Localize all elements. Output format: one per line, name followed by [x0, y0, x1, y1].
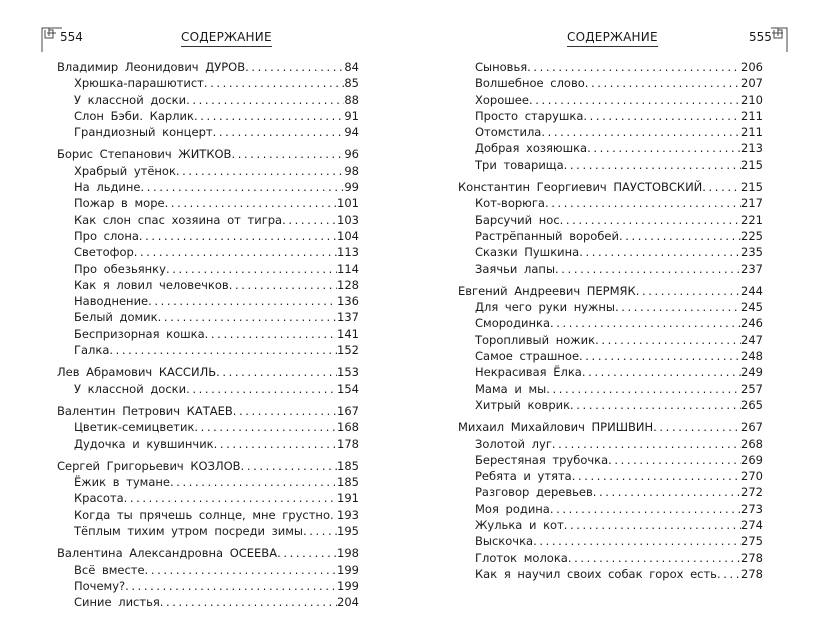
work-title: Берестяная трубочка — [475, 452, 609, 467]
page-ref: 199 — [337, 578, 359, 593]
dot-leader — [214, 436, 337, 452]
author-name: Валентин Петрович КАТАЕВ — [57, 403, 233, 418]
page-ref: 128 — [337, 277, 359, 292]
page-ref: 185 — [337, 475, 359, 490]
work-title: Добрая хозяюшка — [475, 141, 588, 156]
page-ref: 235 — [741, 245, 763, 260]
toc-entry-work[interactable] — [57, 309, 359, 325]
work-title: Как я научил своих собак горох есть — [475, 566, 717, 581]
dot-leader — [139, 228, 337, 244]
work-title: Просто старушка — [475, 108, 584, 123]
work-title: Про обезьянку — [74, 261, 166, 276]
page-ref: 101 — [337, 196, 359, 211]
toc-entry-work[interactable] — [458, 533, 763, 549]
work-title: Сказки Пушкина — [475, 245, 580, 260]
toc-entry-work[interactable] — [458, 59, 763, 75]
work-title: Дудочка и кувшинчик — [74, 436, 214, 451]
page-ref: 265 — [741, 397, 763, 412]
page-ref: 207 — [741, 76, 763, 91]
toc-entry-work[interactable] — [57, 212, 359, 228]
right-page — [410, 0, 819, 629]
page-ref: 178 — [337, 436, 359, 451]
toc-entry-work[interactable] — [458, 244, 763, 260]
dot-leader — [160, 594, 337, 610]
dot-leader — [552, 436, 741, 452]
work-title: Моя родина — [475, 501, 550, 516]
toc-entry-work[interactable] — [57, 244, 359, 260]
toc-entry-work[interactable] — [57, 578, 359, 594]
page-number: 555 — [749, 30, 772, 44]
toc-section — [57, 545, 359, 610]
toc-entry-work[interactable] — [458, 75, 763, 91]
work-title: Цветик-семицветик — [74, 420, 195, 435]
author-name: Константин Георгиевич ПАУСТОВСКИЙ — [458, 180, 703, 195]
toc-entry-work[interactable] — [458, 315, 763, 331]
work-title: Растрёпанный воробей — [475, 228, 619, 243]
work-title: Беспризорная кошка — [74, 326, 205, 341]
dot-leader — [582, 364, 741, 380]
toc-entry-work[interactable] — [57, 277, 359, 293]
page-ref: 225 — [741, 228, 763, 243]
dot-leader — [170, 474, 337, 490]
dot-leader — [145, 562, 337, 578]
page-ref: 84 — [344, 60, 359, 74]
toc-entry-work[interactable] — [458, 332, 763, 348]
toc-entry-work[interactable] — [57, 474, 359, 490]
page-ref: 210 — [741, 92, 763, 107]
page-ref: 96 — [344, 147, 359, 162]
toc-entry-work[interactable] — [57, 523, 359, 539]
dot-leader — [229, 277, 337, 293]
work-title: Барсучий нос — [475, 212, 560, 227]
dot-leader — [205, 326, 337, 342]
dot-leader — [619, 228, 741, 244]
toc-entry-work[interactable] — [458, 92, 763, 108]
author-name: Владимир Леонидович ДУРОВ — [57, 60, 246, 74]
work-title: Почему? — [74, 578, 126, 593]
work-title: Синие листья — [74, 595, 160, 610]
running-header: СОДЕРЖАНИЕ — [181, 30, 272, 47]
dot-leader — [568, 550, 741, 566]
page-ref: 247 — [741, 332, 763, 347]
toc-entry-work[interactable] — [57, 342, 359, 358]
dot-leader — [541, 124, 741, 140]
page-ref: 215 — [741, 157, 763, 172]
page-ref: 257 — [741, 381, 763, 396]
dot-leader — [186, 381, 337, 397]
dot-leader — [165, 195, 337, 211]
dot-leader — [533, 533, 741, 549]
toc-entry-work[interactable] — [458, 436, 763, 452]
page-ref: 221 — [741, 212, 763, 227]
dot-leader — [564, 157, 741, 173]
toc-entry-author[interactable] — [57, 364, 359, 380]
work-title: Выскочка — [475, 534, 534, 549]
dot-leader — [717, 566, 741, 582]
dot-leader — [702, 179, 741, 195]
dot-leader — [608, 452, 741, 468]
toc-entry-author[interactable] — [57, 146, 359, 162]
page-ref: 154 — [337, 381, 359, 396]
page-ref: 152 — [337, 343, 359, 358]
dot-leader — [546, 381, 741, 397]
dot-leader — [527, 59, 741, 75]
toc-section — [458, 419, 763, 582]
dot-leader — [194, 108, 344, 124]
toc-entry-work[interactable] — [57, 75, 359, 91]
work-title: Отомстила — [475, 125, 542, 140]
toc-entry-work[interactable] — [458, 566, 763, 582]
page-ref: 215 — [741, 180, 763, 195]
page-ref: 273 — [741, 501, 763, 516]
page-ref: 244 — [741, 283, 763, 298]
toc-section — [57, 59, 359, 140]
toc-entry-work[interactable] — [57, 124, 359, 140]
dot-leader — [564, 517, 741, 533]
page-ref: 136 — [337, 294, 359, 309]
toc-entry-author[interactable] — [57, 403, 359, 419]
page-ref: 248 — [741, 349, 763, 364]
dot-leader — [545, 195, 741, 211]
page-ref: 191 — [337, 491, 359, 506]
page-ref: 249 — [741, 365, 763, 380]
page-ref: 268 — [741, 436, 763, 451]
work-title: Красота — [74, 491, 124, 506]
author-name: Борис Степанович ЖИТКОВ — [57, 147, 232, 162]
page-ref: 270 — [741, 469, 763, 484]
dot-leader — [303, 523, 337, 539]
dot-leader — [204, 75, 345, 91]
toc-section — [57, 458, 359, 539]
page-number: 554 — [60, 30, 83, 44]
toc-entry-work[interactable] — [458, 195, 763, 211]
toc-entry-work[interactable] — [57, 293, 359, 309]
corner-ornament-icon — [771, 24, 801, 54]
page-ref: 141 — [337, 326, 359, 341]
work-title: У классной доски — [74, 381, 187, 396]
toc-entry-work[interactable] — [458, 261, 763, 277]
dot-leader — [560, 212, 741, 228]
page-ref: 168 — [337, 420, 359, 435]
toc-entry-work[interactable] — [458, 108, 763, 124]
dot-leader — [555, 261, 741, 277]
page-ref: 91 — [344, 108, 359, 123]
work-title: Мама и мы — [475, 381, 547, 396]
author-name: Лев Абрамович КАССИЛЬ — [57, 365, 217, 380]
work-title: Тёплым тихим утром посреди зимы — [74, 524, 304, 539]
dot-leader — [245, 59, 344, 75]
work-title: Как слон спас хозяина от тигра — [74, 212, 283, 227]
dot-leader — [216, 364, 337, 380]
work-title: Наводнение — [74, 294, 149, 309]
toc-entry-work[interactable] — [458, 157, 763, 173]
page-ref: 217 — [741, 196, 763, 211]
toc-entry-work[interactable] — [57, 179, 359, 195]
author-name: Михаил Михайлович ПРИШВИН — [458, 420, 654, 435]
page-ref: 114 — [337, 261, 359, 276]
page-ref: 198 — [337, 546, 359, 561]
page-ref: 167 — [337, 403, 359, 418]
page-ref: 204 — [337, 595, 359, 610]
toc-entry-work[interactable] — [57, 381, 359, 397]
dot-leader — [231, 146, 344, 162]
toc-section — [57, 364, 359, 397]
dot-leader — [282, 212, 337, 228]
page-ref: 213 — [741, 141, 763, 156]
toc-entry-author[interactable] — [458, 179, 763, 195]
toc-entry-work[interactable] — [458, 228, 763, 244]
dot-leader — [158, 309, 337, 325]
page-ref: 267 — [741, 420, 763, 435]
dot-leader — [166, 261, 337, 277]
page-ref: 195 — [337, 524, 359, 539]
page-ref: 88 — [344, 92, 359, 107]
dot-leader — [572, 468, 741, 484]
toc-entry-work[interactable] — [458, 517, 763, 533]
page-ref: 278 — [741, 550, 763, 565]
toc-entry-work[interactable] — [458, 468, 763, 484]
page-ref: 98 — [344, 163, 359, 178]
work-title: Галка — [74, 343, 110, 358]
work-title: Для чего руки нужны — [475, 300, 615, 315]
author-name: Сергей Григорьевич КОЗЛОВ — [57, 458, 241, 473]
dot-leader — [194, 419, 337, 435]
toc-entry-work[interactable] — [458, 364, 763, 380]
dot-leader — [148, 293, 337, 309]
page-ref: 193 — [337, 507, 359, 522]
dot-leader — [593, 484, 741, 500]
page-ref: 199 — [337, 562, 359, 577]
toc-entry-work[interactable] — [458, 550, 763, 566]
table-of-contents — [57, 59, 359, 617]
dot-leader — [585, 75, 741, 91]
work-title: Храбрый утёнок — [74, 163, 176, 178]
page-ref: 275 — [741, 534, 763, 549]
page-ref: 237 — [741, 261, 763, 276]
table-of-contents — [458, 59, 763, 588]
page-ref: 137 — [337, 310, 359, 325]
page-ref: 113 — [337, 245, 359, 260]
dot-leader — [124, 490, 337, 506]
work-title: Торопливый ножик — [475, 332, 596, 347]
dot-leader — [330, 507, 337, 523]
work-title: Сыновья — [475, 60, 528, 74]
toc-section — [458, 179, 763, 277]
toc-entry-work[interactable] — [57, 490, 359, 506]
page-ref: 272 — [741, 485, 763, 500]
toc-section — [458, 283, 763, 413]
work-title: На льдине — [74, 180, 141, 195]
work-title: Заячьи лапы — [475, 261, 556, 276]
toc-entry-work[interactable] — [57, 228, 359, 244]
toc-entry-work[interactable] — [57, 507, 359, 523]
work-title: Кот-ворюга — [475, 196, 545, 211]
dot-leader — [583, 108, 741, 124]
toc-entry-work[interactable] — [458, 381, 763, 397]
dot-leader — [595, 332, 741, 348]
work-title: Хитрый коврик — [475, 397, 571, 412]
dot-leader — [176, 163, 344, 179]
dot-leader — [186, 92, 344, 108]
dot-leader — [587, 140, 741, 156]
toc-entry-work[interactable] — [57, 108, 359, 124]
work-title: Про слона — [74, 228, 139, 243]
dot-leader — [636, 283, 741, 299]
work-title: Самое страшное — [475, 349, 580, 364]
page-ref: 211 — [741, 125, 763, 140]
work-title: Всё вместе — [74, 562, 145, 577]
toc-entry-work[interactable] — [458, 140, 763, 156]
work-title: Хрюшка-парашютист — [74, 76, 204, 91]
work-title: Слон Бэби. Карлик — [74, 108, 194, 123]
work-title: Разговор деревьев — [475, 485, 593, 500]
author-name: Евгений Андреевич ПЕРМЯК — [458, 283, 636, 298]
dot-leader — [233, 403, 337, 419]
toc-entry-work[interactable] — [57, 562, 359, 578]
page-ref: 103 — [337, 212, 359, 227]
dot-leader — [125, 578, 337, 594]
dot-leader — [141, 179, 345, 195]
toc-entry-work[interactable] — [458, 452, 763, 468]
toc-entry-author[interactable] — [458, 419, 763, 435]
page-ref: 245 — [741, 300, 763, 315]
toc-entry-work[interactable] — [57, 195, 359, 211]
dot-leader — [109, 342, 337, 358]
toc-entry-work[interactable] — [57, 261, 359, 277]
dot-leader — [529, 92, 741, 108]
page-ref: 94 — [344, 125, 359, 140]
work-title: Золотой луг — [475, 436, 552, 451]
dot-leader — [579, 244, 741, 260]
page-ref: 274 — [741, 518, 763, 533]
toc-entry-author[interactable] — [57, 458, 359, 474]
work-title: Хорошее — [475, 92, 529, 107]
toc-entry-author[interactable] — [57, 59, 359, 75]
work-title: Смородинка — [475, 316, 551, 331]
dot-leader — [570, 397, 741, 413]
dot-leader — [134, 244, 337, 260]
dot-leader — [241, 458, 337, 474]
toc-entry-work[interactable] — [458, 124, 763, 140]
toc-section — [57, 146, 359, 358]
work-title: Три товарища — [475, 157, 564, 172]
toc-section — [57, 403, 359, 452]
running-header: СОДЕРЖАНИЕ — [567, 30, 658, 47]
toc-entry-work[interactable] — [458, 212, 763, 228]
work-title: Глоток молока — [475, 550, 568, 565]
page-ref: 99 — [344, 180, 359, 195]
page-ref: 185 — [337, 458, 359, 473]
dot-leader — [277, 545, 337, 561]
toc-entry-work[interactable] — [458, 501, 763, 517]
toc-entry-work[interactable] — [57, 436, 359, 452]
toc-entry-work[interactable] — [458, 299, 763, 315]
work-title: Белый домик — [74, 310, 158, 325]
dot-leader — [550, 315, 741, 331]
toc-entry-work[interactable] — [57, 594, 359, 610]
work-title: Пожар в море — [74, 196, 165, 211]
toc-entry-work[interactable] — [458, 484, 763, 500]
page-ref: 85 — [344, 76, 359, 91]
toc-entry-author[interactable] — [57, 545, 359, 561]
toc-entry-work[interactable] — [57, 326, 359, 342]
toc-entry-work[interactable] — [57, 419, 359, 435]
dot-leader — [550, 501, 741, 517]
page-ref: 104 — [337, 228, 359, 243]
toc-entry-work[interactable] — [458, 348, 763, 364]
page-ref: 153 — [337, 365, 359, 380]
dot-leader — [579, 348, 741, 364]
work-title: Как я ловил человечков — [74, 277, 229, 292]
toc-entry-author[interactable] — [458, 283, 763, 299]
toc-section-continued — [458, 59, 763, 173]
work-title: Когда ты прячешь солнце, мне грустно — [74, 507, 330, 522]
work-title: Грандиозный концерт — [74, 125, 213, 140]
work-title: Светофор — [74, 245, 134, 260]
dot-leader — [615, 299, 741, 315]
dot-leader — [213, 124, 345, 140]
toc-entry-work[interactable] — [57, 92, 359, 108]
toc-entry-work[interactable] — [458, 397, 763, 413]
page-ref: 278 — [741, 566, 763, 581]
page-ref: 269 — [741, 452, 763, 467]
author-name: Валентина Александровна ОСЕЕВА — [57, 546, 278, 561]
work-title: Некрасивая Ёлка — [475, 365, 582, 380]
page-ref: 206 — [741, 60, 763, 74]
work-title: Жулька и кот — [475, 518, 564, 533]
toc-entry-work[interactable] — [57, 163, 359, 179]
work-title: У классной доски — [74, 92, 187, 107]
page-ref: 211 — [741, 108, 763, 123]
page-ref: 246 — [741, 316, 763, 331]
work-title: Ёжик в тумане — [74, 475, 170, 490]
work-title: Волшебное слово — [475, 76, 585, 91]
dot-leader — [653, 419, 741, 435]
work-title: Ребята и утята — [475, 469, 572, 484]
